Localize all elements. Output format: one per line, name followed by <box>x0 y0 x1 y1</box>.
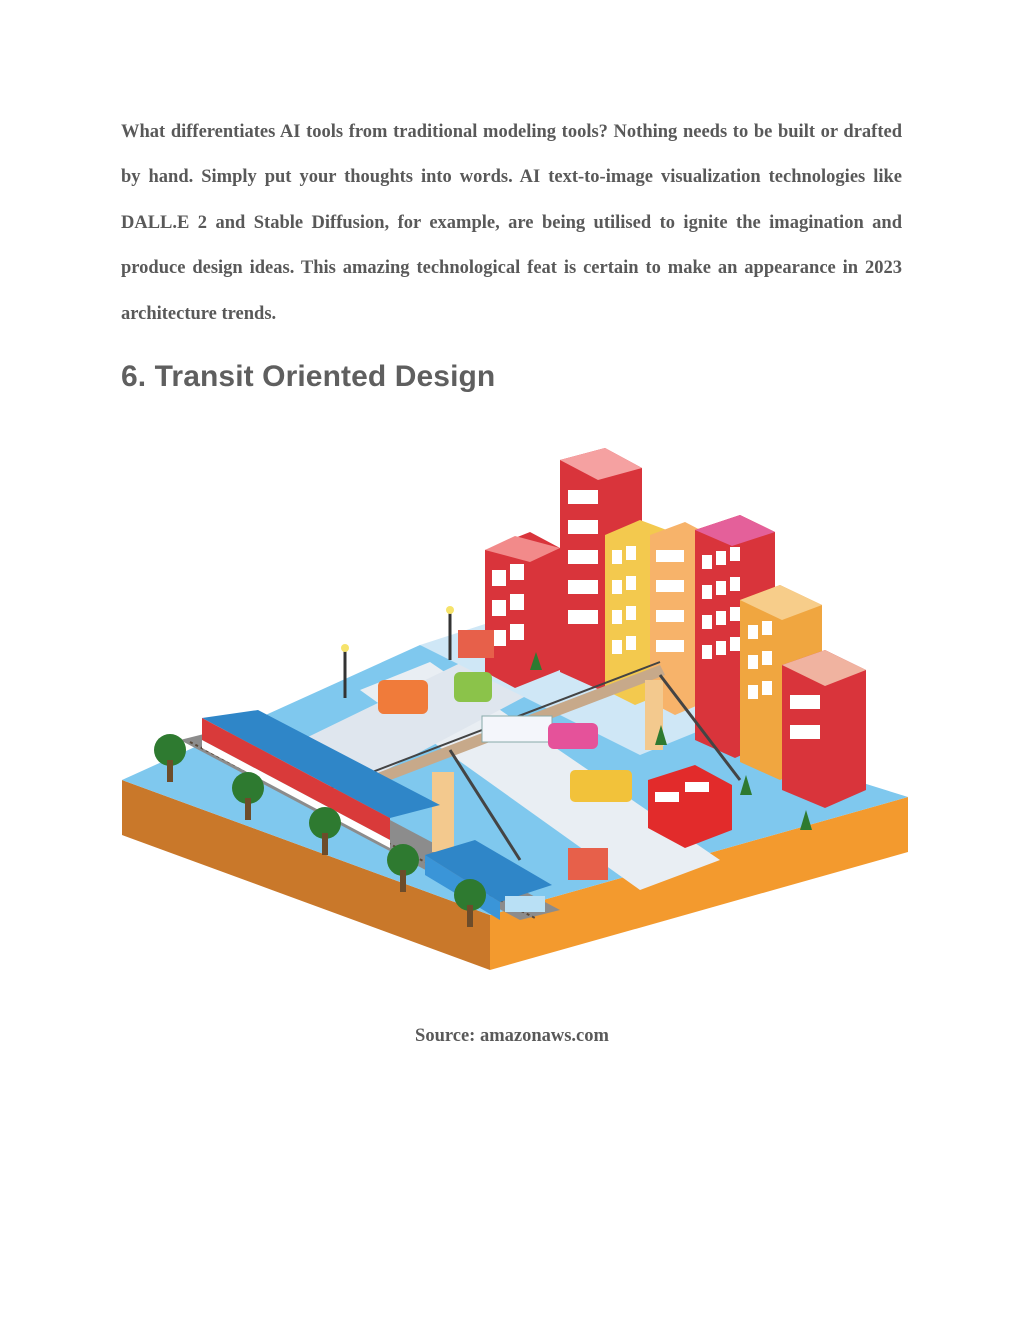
building-back-red <box>485 532 560 688</box>
section-heading: 6. Transit Oriented Design <box>121 360 496 393</box>
car-pink <box>548 723 598 749</box>
bridge-sign <box>482 716 552 742</box>
body-paragraph: What differentiates AI tools from traditional modeling tools? Nothing needs to be built or drafted by hand. Simply put your thoughts into words. AI text-to-image visualization technologies like DALL.E 2 and Stable Diffusion, for example, are being utilised to ignite the imagination and produce design ideas. This amazing technological feat is certain to make an appearance in 2023 architecture trends. <box>121 122 902 324</box>
van-green <box>454 672 492 702</box>
building-short-red <box>782 650 866 808</box>
image-source-caption: Source: amazonaws.com <box>415 1026 609 1046</box>
transit-city-illustration <box>120 440 910 975</box>
kiosk-bottom <box>568 848 608 880</box>
kiosk-top <box>458 630 494 658</box>
van-orange <box>378 680 428 714</box>
truck-yellow <box>570 770 632 802</box>
